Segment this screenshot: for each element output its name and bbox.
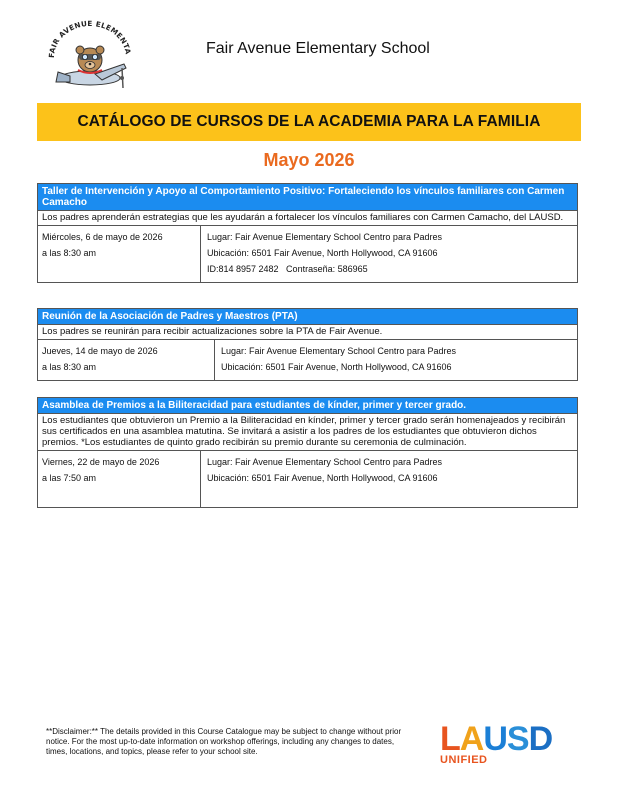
event-date: Jueves, 14 de mayo de 2026 xyxy=(42,346,158,356)
lausd-letter-u: U xyxy=(483,720,507,758)
catalog-title: CATÁLOGO DE CURSOS DE LA ACADEMIA PARA LA FAMILIA xyxy=(77,113,541,130)
event-address: Ubicación: 6501 Fair Avenue, North Hollywood, CA 91606 xyxy=(207,248,438,258)
event-location: Lugar: Fair Avenue Elementary School Centro para Padres xyxy=(207,457,442,467)
lausd-unified: UNIFIED xyxy=(440,754,488,766)
event-address: Ubicación: 6501 Fair Avenue, North Hollywood, CA 91606 xyxy=(207,473,438,483)
event-card xyxy=(37,308,578,381)
event-details xyxy=(38,226,577,282)
event-place xyxy=(215,340,462,380)
event-date: Miércoles, 6 de mayo de 2026 xyxy=(42,232,163,242)
event-title: Taller de Intervención y Apoyo al Comportamiento Positivo: Fortaleciendo los vínculos familiares con Carmen Camacho xyxy=(38,184,577,211)
event-card xyxy=(37,183,578,283)
event-time: a las 8:30 am xyxy=(42,362,97,372)
lausd-logo xyxy=(440,722,580,772)
event-location: Lugar: Fair Avenue Elementary School Centro para Padres xyxy=(221,346,456,356)
event-location: Lugar: Fair Avenue Elementary School Centro para Padres xyxy=(207,232,442,242)
disclaimer: **Disclaimer:** The details provided in this Course Catalogue may be subject to change without prior notice. For the most up-to-date information on workshop offerings, including any changes to dates, times, locations, and topics, please refer to your school site. xyxy=(46,727,402,756)
event-description: Los estudiantes que obtuvieron un Premio a la Biliteracidad en kínder, primer y tercer grado serán homenajeados y recibirán sus certificados en una asamblea matutina. Se invitará a asistir a los padres de los estudiantes que obtuvieron dichos premios. *Los estudiantes de quinto grado recibirán su premio durante su ceremonia de culminación. xyxy=(38,414,577,451)
event-details xyxy=(38,451,577,507)
event-description: Los padres aprenderán estrategias que les ayudarán a fortalecer los vínculos familiares con Carmen Camacho, del LAUSD. xyxy=(38,211,577,226)
month-heading: Mayo 2026 xyxy=(263,150,355,170)
event-details xyxy=(38,340,577,380)
event-time: a las 8:30 am xyxy=(42,248,97,258)
lausd-letter-l: L xyxy=(440,720,460,758)
school-name: Fair Avenue Elementary School xyxy=(206,40,430,57)
lausd-letter-d: D xyxy=(528,720,553,758)
event-datetime xyxy=(38,451,201,507)
event-address: Ubicación: 6501 Fair Avenue, North Hollywood, CA 91606 xyxy=(221,362,452,372)
event-meeting-id: ID:814 8957 2482 Contraseña: 586965 xyxy=(207,264,368,274)
event-card xyxy=(37,397,578,508)
event-datetime xyxy=(38,340,215,380)
event-place xyxy=(201,451,448,507)
event-description: Los padres se reunirán para recibir actualizaciones sobre la PTA de Fair Avenue. xyxy=(38,325,577,340)
lausd-wordmark xyxy=(440,722,580,756)
event-datetime xyxy=(38,226,201,282)
school-logo xyxy=(40,16,140,98)
event-title: Reunión de la Asociación de Padres y Maestros (PTA) xyxy=(38,309,577,325)
logo-text: FAIR AVENUE ELEMENTA xyxy=(46,18,133,59)
event-time: a las 7:50 am xyxy=(42,473,97,483)
event-title: Asamblea de Premios a la Biliteracidad para estudiantes de kínder, primer y tercer grado. xyxy=(38,398,577,414)
catalog-banner xyxy=(37,103,581,141)
lausd-letter-s: S xyxy=(506,720,529,758)
event-place xyxy=(201,226,448,282)
lausd-letter-a: A xyxy=(459,720,484,758)
event-date: Viernes, 22 de mayo de 2026 xyxy=(42,457,160,467)
